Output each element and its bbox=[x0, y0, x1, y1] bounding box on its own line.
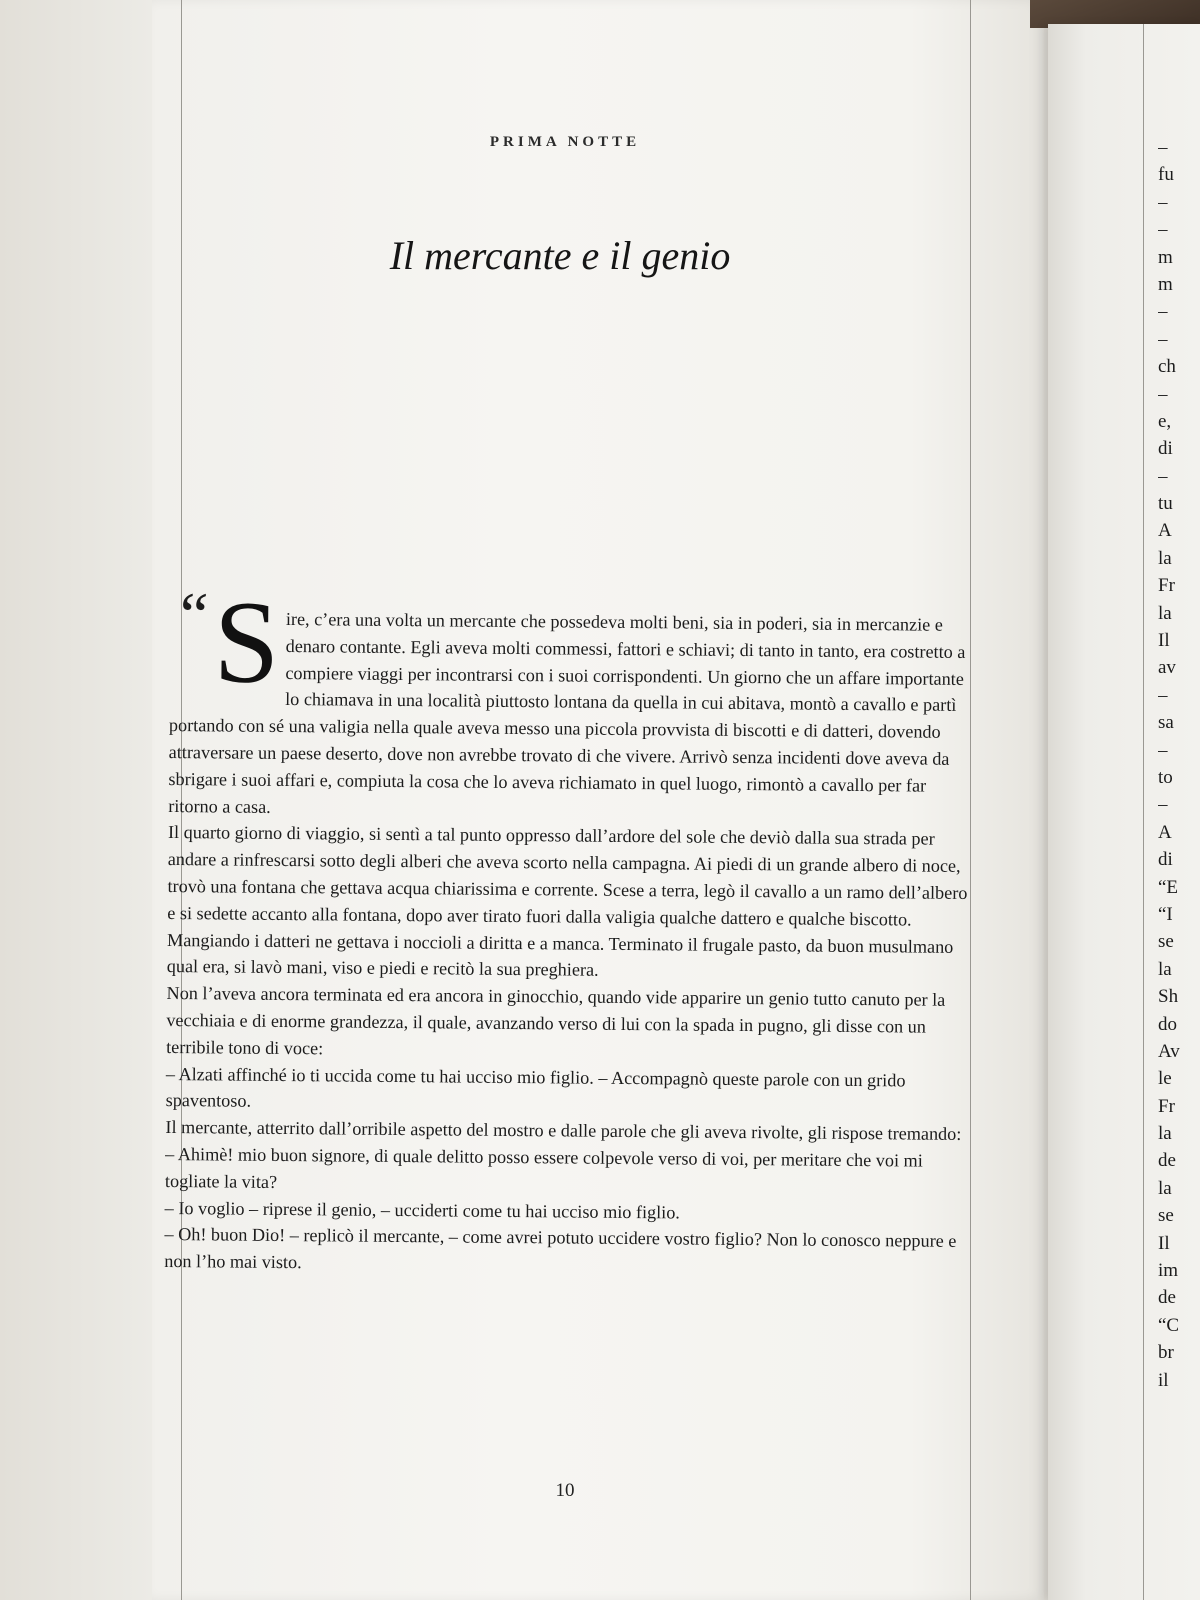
facing-page-line: – bbox=[1158, 191, 1168, 213]
facing-page-line: il bbox=[1158, 1369, 1169, 1391]
facing-page-line: do bbox=[1158, 1013, 1177, 1035]
facing-page-line: “I bbox=[1158, 903, 1173, 925]
paragraph-text: ire, c’era una volta un mercante che possedeva molti beni, sia in poderi, sia in mercanzie e denaro contante. Egli aveva molti commessi, fattori e schiavi; di tanto in tanto, era costretto a compiere viaggi per incontrarsi con i suoi corrispondenti. Un giorno che un affare importante lo chiamava in una località piuttosto lontana da quella in cui abitava, montò a cavallo e partì portando con sé una valigia nella quale aveva messo una piccola provvista di biscotti e di datteri, dovendo attraversare un paese deserto, dove non avrebbe trovato di che vivere. Arrivò senza incidenti dove aveva da sbrigare i suoi affari e, compiuta la cosa che lo aveva richiamato in quel luogo, rimontò a cavallo per far ritorno a casa. bbox=[168, 609, 966, 817]
facing-page-line: de bbox=[1158, 1287, 1176, 1309]
facing-page-line: av bbox=[1158, 657, 1176, 679]
paragraph: – Ahimè! mio buon signore, di quale delitto posso essere colpevole verso di voi, per meritare che voi mi togliate la vita? bbox=[164, 1143, 923, 1192]
facing-page-line: la bbox=[1158, 1177, 1172, 1199]
facing-page-line: Sh bbox=[1158, 986, 1179, 1008]
paragraph: Il quarto giorno di viaggio, si sentì a tal punto oppresso dall’ardore del sole che deviò dalla sua strada per andare a rinfrescarsi sotto degli alberi che aveva scorto nella campagna. Ai piedi di un grande albero di noce, trovò una fontana che gettava acqua chiarissima e corrente. Scese a terra, legò il cavallo a un ramo dell’albero e si sedette accanto alla fontana, dopo aver tirato fuori dalla valigia qualche dattero e qualche biscotto. Mangiando i datteri ne gettava i noccioli a diritta e a manca. Terminato il frugale pasto, da buon musulmano qual era, si lavò mani, viso e piedi e recitò la sua preghiera. bbox=[166, 822, 968, 981]
facing-page-line: A bbox=[1158, 520, 1172, 542]
opening-quote: “ bbox=[179, 579, 209, 651]
facing-page-line: m bbox=[1158, 246, 1173, 268]
facing-page-line: – bbox=[1158, 465, 1168, 487]
chapter-title: Il mercante e il genio bbox=[389, 233, 731, 278]
drop-cap: S bbox=[213, 576, 280, 708]
paragraph: Il mercante, atterrito dall’orribile aspetto del mostro e dalle parole che gli aveva rivolte, gli rispose tremando: bbox=[165, 1117, 962, 1145]
facing-page-line: la bbox=[1158, 1123, 1172, 1145]
facing-page-rule bbox=[1143, 24, 1144, 1600]
facing-page-line: “C bbox=[1158, 1314, 1180, 1336]
facing-page-line: br bbox=[1158, 1342, 1174, 1364]
facing-page-line: la bbox=[1158, 547, 1172, 569]
facing-page-line: la bbox=[1158, 602, 1172, 624]
facing-page-line: Fr bbox=[1158, 575, 1175, 597]
facing-page-line: Il bbox=[1158, 630, 1170, 652]
facing-page-line: “E bbox=[1158, 876, 1179, 898]
facing-page-line: fu bbox=[1158, 164, 1174, 186]
facing-page-line: – bbox=[1158, 684, 1168, 706]
chapter-label: PRIMA NOTTE bbox=[489, 134, 641, 150]
facing-page-line: – bbox=[1158, 739, 1168, 761]
right-column-rule bbox=[970, 0, 971, 1600]
facing-page-text bbox=[1158, 134, 1200, 1394]
paragraph bbox=[168, 576, 970, 826]
facing-page-line: im bbox=[1158, 1260, 1179, 1282]
drop-cap-block bbox=[169, 576, 282, 708]
facing-page-line: e, bbox=[1158, 410, 1172, 432]
facing-page-line: Av bbox=[1158, 1040, 1180, 1062]
facing-page-line: A bbox=[1158, 821, 1172, 843]
paragraph: Non l’aveva ancora terminata ed era ancora in ginocchio, quando vide apparire un genio tutto canuto per la vecchiaia e di enorme grandezza, il quale, avanzando verso di lui con la spada in pugno, gli disse con un terribile tono di voce: bbox=[166, 983, 946, 1059]
left-page-margin bbox=[0, 0, 152, 1600]
paragraph: – Alzati affinché io ti uccida come tu hai ucciso mio figlio. – Accompagnò queste parole con un grido spaventoso. bbox=[165, 1063, 906, 1112]
facing-page-line: to bbox=[1158, 766, 1173, 788]
facing-page-line: la bbox=[1158, 958, 1172, 980]
facing-page-line: – bbox=[1158, 301, 1168, 323]
facing-page-line: – bbox=[1158, 794, 1168, 816]
paragraph: – Io voglio – riprese il genio, – ucciderti come tu hai ucciso mio figlio. bbox=[164, 1197, 681, 1223]
facing-page-line: m bbox=[1158, 273, 1173, 295]
facing-page-line: sa bbox=[1158, 712, 1174, 734]
facing-page-line: – bbox=[1158, 328, 1168, 350]
facing-page-line: le bbox=[1158, 1068, 1172, 1090]
facing-page-line: se bbox=[1158, 931, 1174, 953]
facing-page-line: di bbox=[1158, 438, 1173, 460]
facing-page-line: tu bbox=[1158, 493, 1173, 515]
facing-page-line: – bbox=[1158, 137, 1168, 158]
facing-page-line: se bbox=[1158, 1205, 1174, 1227]
facing-page-line: – bbox=[1158, 219, 1168, 241]
facing-page-line: – bbox=[1158, 383, 1168, 405]
page-number: 10 bbox=[555, 1480, 575, 1501]
facing-page-line: de bbox=[1158, 1150, 1176, 1172]
facing-page-line: Fr bbox=[1158, 1095, 1175, 1117]
facing-page-line: di bbox=[1158, 849, 1173, 871]
paragraph: – Oh! buon Dio! – replicò il mercante, – come avrei potuto uccidere vostro figlio? Non lo conosco neppure e non l’ho mai visto. bbox=[164, 1224, 957, 1273]
body-text bbox=[164, 576, 970, 1282]
facing-page-line: Il bbox=[1158, 1232, 1170, 1254]
facing-page-line: ch bbox=[1158, 356, 1176, 378]
